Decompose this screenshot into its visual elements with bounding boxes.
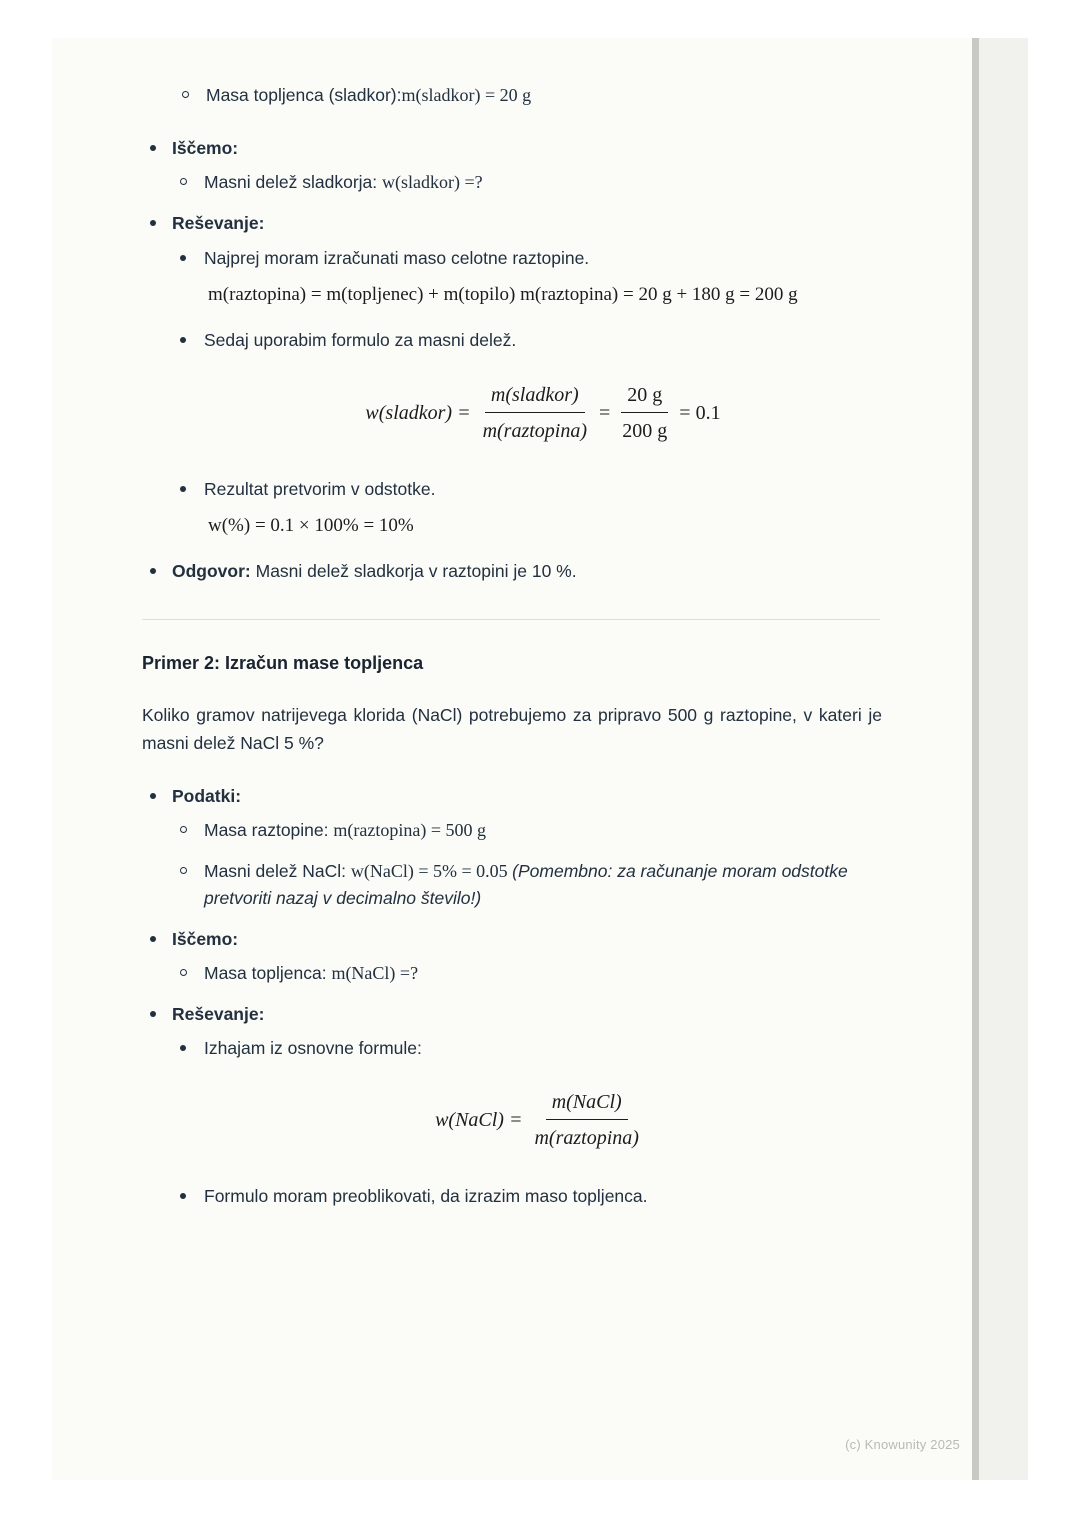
resevanje-steps <box>172 245 882 541</box>
list-item-resevanje <box>142 210 882 540</box>
fraction-denominator: 200 g <box>622 419 668 442</box>
iscemo-sublist <box>172 169 882 196</box>
document-content <box>142 38 882 1234</box>
formula-lhs: w(sladkor) = <box>365 401 471 424</box>
list-item <box>172 1183 882 1209</box>
document-sheet <box>52 38 1028 1480</box>
step-text: Najprej moram izračunati maso celotne raztopine. <box>204 247 590 268</box>
list-item-label: Masa topljenca (sladkor): <box>206 85 402 105</box>
section-divider <box>142 619 880 620</box>
mass-fraction-formula <box>204 380 882 446</box>
podatki-heading: Podatki: <box>172 786 242 807</box>
answer-label: Odgovor: <box>172 561 251 582</box>
podatek-label: Masni delež NaCl: <box>204 861 351 882</box>
podatki-sublist <box>172 817 882 911</box>
iscemo-sublist-2 <box>172 960 882 987</box>
iscemo-label: Masni delež sladkorja: <box>204 172 382 193</box>
list-item <box>172 476 882 541</box>
vertical-scrollbar[interactable] <box>972 38 979 1480</box>
step-text: Formulo moram preoblikovati, da izrazim maso topljenca. <box>204 1186 648 1207</box>
step-text: Sedaj uporabim formulo za masni delež. <box>204 330 517 351</box>
example2-list <box>142 783 882 1210</box>
fraction-numerator: m(sladkor) <box>485 380 585 413</box>
watermark: (c) Knowunity 2025 <box>845 1437 960 1452</box>
solution-list <box>142 135 882 585</box>
list-item-iscemo-2 <box>142 926 882 987</box>
iscemo-math: m(NaCl) =? <box>331 962 419 983</box>
nacl-fraction-formula <box>204 1087 882 1153</box>
iscemo-heading: Iščemo: <box>172 928 239 949</box>
list-item-podatki <box>142 783 882 912</box>
resevanje-heading: Reševanje: <box>172 213 265 234</box>
list-item-iscemo <box>142 135 882 196</box>
fraction-two <box>616 380 673 446</box>
resevanje-steps-2 <box>172 1035 882 1210</box>
step-formula: w(%) = 0.1 × 100% = 10% <box>208 514 414 536</box>
equals-sign: = <box>599 401 611 424</box>
step-text: Rezultat pretvorim v odstotke. <box>204 478 436 499</box>
list-item <box>172 1035 882 1153</box>
fraction-one <box>477 380 593 446</box>
formula-result: = 0.1 <box>679 401 721 424</box>
example2-question: Koliko gramov natrijevega klorida (NaCl) potrebujemo za pripravo 500 g raztopine, v kateri je masni delež NaCl 5 %? <box>142 704 882 753</box>
step-text: Izhajam iz osnovne formule: <box>204 1038 422 1059</box>
list-item <box>172 245 882 310</box>
list-item <box>172 327 882 445</box>
resevanje-heading: Reševanje: <box>172 1003 265 1024</box>
list-item-math: m(sladkor) = 20 g <box>401 85 532 105</box>
example2-title: Primer 2: Izračun mase topljenca <box>142 652 424 673</box>
list-item <box>172 960 882 987</box>
list-item <box>172 817 882 844</box>
fraction-numerator: m(NaCl) <box>546 1087 628 1120</box>
formula-lhs: w(NaCl) = <box>435 1109 523 1132</box>
iscemo-heading: Iščemo: <box>172 138 239 158</box>
list-item <box>172 169 882 196</box>
fraction-numerator: 20 g <box>621 380 668 413</box>
answer-text: Masni delež sladkorja v raztopini je 10 %. <box>250 561 577 582</box>
list-item-resevanje-2 <box>142 1001 882 1210</box>
fraction <box>528 1087 644 1153</box>
list-item <box>172 858 882 911</box>
fraction-denominator: m(raztopina) <box>534 1127 639 1150</box>
list-item-odgovor <box>142 558 882 584</box>
iscemo-math: w(sladkor) =? <box>382 172 483 193</box>
podatek-label: Masa raztopine: <box>204 820 334 841</box>
step-formula: m(raztopina) = m(topljenec) + m(topilo) m(raztopina) = 20 g + 180 g = 200 g <box>208 283 798 305</box>
podatek-note: (Pomembno: za računanje moram odstotke pretvoriti nazaj v decimalno število!) <box>204 861 848 909</box>
podatek-math: w(NaCl) = 5% = 0.05 <box>350 861 513 882</box>
fraction-denominator: m(raztopina) <box>482 419 588 442</box>
scroll-gutter <box>972 38 1028 1480</box>
iscemo-label: Masa topljenca: <box>204 962 332 983</box>
list-item <box>142 82 882 109</box>
podatek-math: m(raztopina) = 500 g <box>333 820 486 841</box>
